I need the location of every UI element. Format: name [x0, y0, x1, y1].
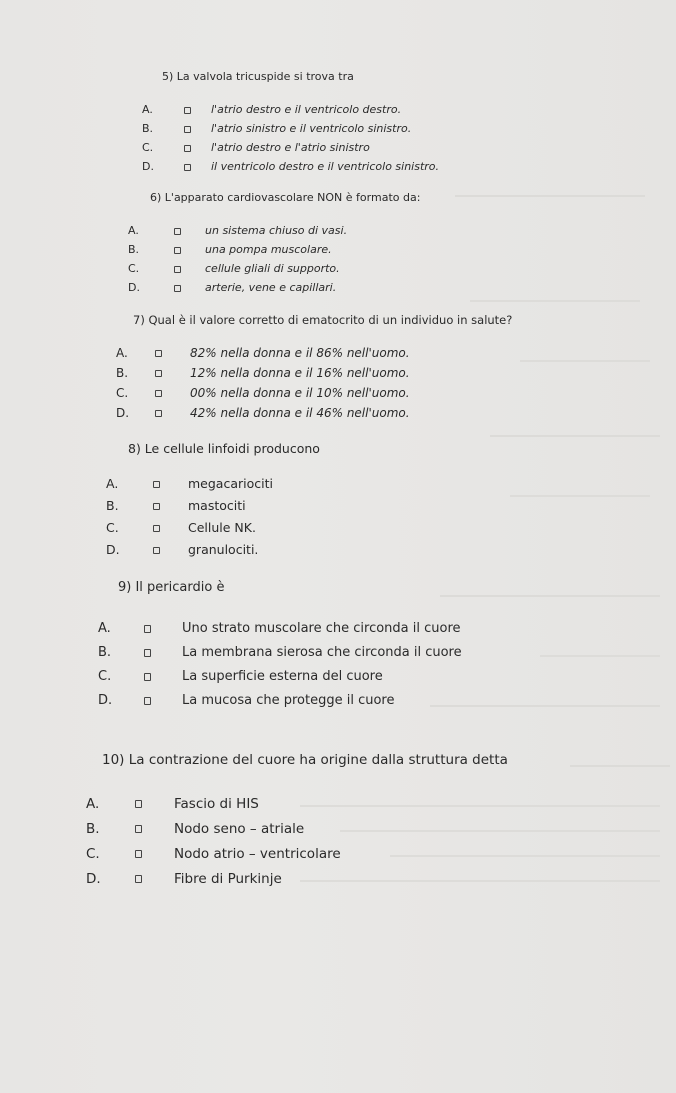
option-text: Fascio di HIS — [174, 796, 259, 812]
bleed-through-mark — [510, 495, 650, 497]
bleed-through-mark — [470, 300, 640, 302]
option-text: Nodo atrio – ventricolare — [174, 846, 341, 862]
option-letter: B. — [116, 366, 129, 380]
option-letter: C. — [86, 846, 100, 862]
bleed-through-mark — [430, 705, 660, 707]
checkbox-icon[interactable] — [153, 547, 160, 554]
option-letter: C. — [106, 520, 119, 535]
bleed-through-mark — [455, 195, 645, 197]
bleed-through-mark — [300, 805, 660, 807]
option-b[interactable] — [86, 821, 304, 837]
option-letter: B. — [106, 498, 119, 513]
option-text: l'atrio destro e l'atrio sinistro — [211, 141, 370, 154]
option-text: 82% nella donna e il 86% nell'uomo. — [190, 346, 410, 360]
bleed-through-mark — [390, 855, 660, 857]
checkbox-icon[interactable] — [135, 825, 142, 833]
option-a[interactable] — [116, 346, 410, 360]
question-title: 5) La valvola tricuspide si trova tra — [162, 70, 354, 83]
option-text: La superficie esterna del cuore — [182, 669, 383, 684]
option-b[interactable] — [142, 122, 411, 135]
option-letter: D. — [142, 160, 154, 173]
option-letter: C. — [98, 669, 112, 684]
option-letter: A. — [142, 103, 153, 116]
option-c[interactable] — [128, 262, 340, 275]
option-letter: A. — [116, 346, 128, 360]
option-text: mastociti — [188, 498, 246, 513]
option-letter: D. — [98, 693, 113, 708]
option-text: granulociti. — [188, 542, 259, 557]
option-letter: B. — [142, 122, 154, 135]
checkbox-icon[interactable] — [174, 247, 181, 254]
option-letter: B. — [86, 821, 100, 837]
option-text: 12% nella donna e il 16% nell'uomo. — [190, 366, 410, 380]
bleed-through-mark — [440, 595, 660, 597]
option-text: Cellule NK. — [188, 520, 256, 535]
checkbox-icon[interactable] — [184, 126, 191, 133]
checkbox-icon[interactable] — [174, 266, 181, 273]
checkbox-icon[interactable] — [135, 850, 142, 858]
option-text: La membrana sierosa che circonda il cuore — [182, 645, 462, 660]
option-text: Nodo seno – atriale — [174, 821, 305, 837]
option-letter: D. — [116, 406, 130, 420]
question-title: 10) La contrazione del cuore ha origine dalla struttura detta — [102, 752, 508, 768]
checkbox-icon[interactable] — [135, 800, 142, 808]
checkbox-icon[interactable] — [155, 390, 162, 397]
option-text: l'atrio destro e il ventricolo destro. — [211, 103, 402, 116]
option-a[interactable] — [106, 476, 273, 491]
checkbox-icon[interactable] — [184, 107, 191, 114]
checkbox-icon[interactable] — [155, 370, 162, 377]
option-b[interactable] — [98, 645, 462, 660]
option-c[interactable] — [116, 386, 410, 400]
checkbox-icon[interactable] — [135, 875, 142, 883]
checkbox-icon[interactable] — [155, 410, 162, 417]
option-text: 00% nella donna e il 10% nell'uomo. — [190, 386, 410, 400]
option-d[interactable] — [98, 693, 394, 708]
option-text: cellule gliali di supporto. — [205, 262, 340, 275]
option-letter: B. — [128, 243, 140, 256]
checkbox-icon[interactable] — [155, 350, 162, 357]
option-d[interactable] — [116, 406, 410, 420]
option-letter: A. — [128, 224, 139, 237]
option-text: Fibre di Purkinje — [174, 871, 282, 887]
checkbox-icon[interactable] — [174, 285, 181, 292]
option-text: megacariociti — [188, 476, 273, 491]
checkbox-icon[interactable] — [153, 503, 160, 510]
checkbox-icon[interactable] — [184, 145, 191, 152]
option-letter: D. — [86, 871, 101, 887]
checkbox-icon[interactable] — [144, 697, 151, 705]
checkbox-icon[interactable] — [144, 673, 151, 681]
option-b[interactable] — [116, 366, 410, 380]
option-text: 42% nella donna e il 46% nell'uomo. — [190, 406, 410, 420]
option-a[interactable] — [128, 224, 347, 237]
option-letter: D. — [106, 542, 120, 557]
bleed-through-mark — [520, 360, 650, 362]
option-letter: A. — [98, 621, 111, 636]
checkbox-icon[interactable] — [184, 164, 191, 171]
option-text: Uno strato muscolare che circonda il cuore — [182, 621, 461, 636]
checkbox-icon[interactable] — [144, 649, 151, 657]
option-a[interactable] — [86, 796, 259, 812]
option-text: arterie, vene e capillari. — [205, 281, 337, 294]
option-letter: C. — [142, 141, 154, 154]
option-a[interactable] — [142, 103, 401, 116]
option-text: un sistema chiuso di vasi. — [205, 224, 348, 237]
option-b[interactable] — [128, 243, 332, 256]
checkbox-icon[interactable] — [153, 481, 160, 488]
bleed-through-mark — [300, 880, 660, 882]
option-text: il ventricolo destro e il ventricolo sinistro. — [211, 160, 440, 173]
bleed-through-mark — [490, 435, 660, 437]
option-b[interactable] — [106, 498, 246, 513]
option-letter: A. — [86, 796, 100, 812]
option-a[interactable] — [98, 621, 461, 636]
option-d[interactable] — [128, 281, 336, 294]
option-letter: D. — [128, 281, 140, 294]
option-text: La mucosa che protegge il cuore — [182, 693, 395, 708]
option-letter: B. — [98, 645, 112, 660]
option-c[interactable] — [98, 669, 383, 684]
checkbox-icon[interactable] — [174, 228, 181, 235]
option-d[interactable] — [86, 871, 282, 887]
option-letter: A. — [106, 476, 119, 491]
bleed-through-mark — [540, 655, 660, 657]
question-title: 8) Le cellule linfoidi producono — [128, 441, 320, 456]
question-title: 9) Il pericardio è — [118, 580, 225, 595]
question-title: 6) L'apparato cardiovascolare NON è formato da: — [150, 191, 421, 204]
option-letter: C. — [128, 262, 140, 275]
bleed-through-mark — [570, 765, 670, 767]
option-c[interactable] — [86, 846, 341, 862]
option-c[interactable] — [142, 141, 370, 154]
question-title: 7) Qual è il valore corretto di ematocrito di un individuo in salute? — [133, 313, 513, 327]
option-c[interactable] — [106, 520, 256, 535]
option-letter: C. — [116, 386, 129, 400]
option-text: l'atrio sinistro e il ventricolo sinistro. — [211, 122, 412, 135]
option-d[interactable] — [142, 160, 439, 173]
checkbox-icon[interactable] — [144, 625, 151, 633]
bleed-through-mark — [340, 830, 660, 832]
option-text: una pompa muscolare. — [205, 243, 332, 256]
option-d[interactable] — [106, 542, 258, 557]
checkbox-icon[interactable] — [153, 525, 160, 532]
